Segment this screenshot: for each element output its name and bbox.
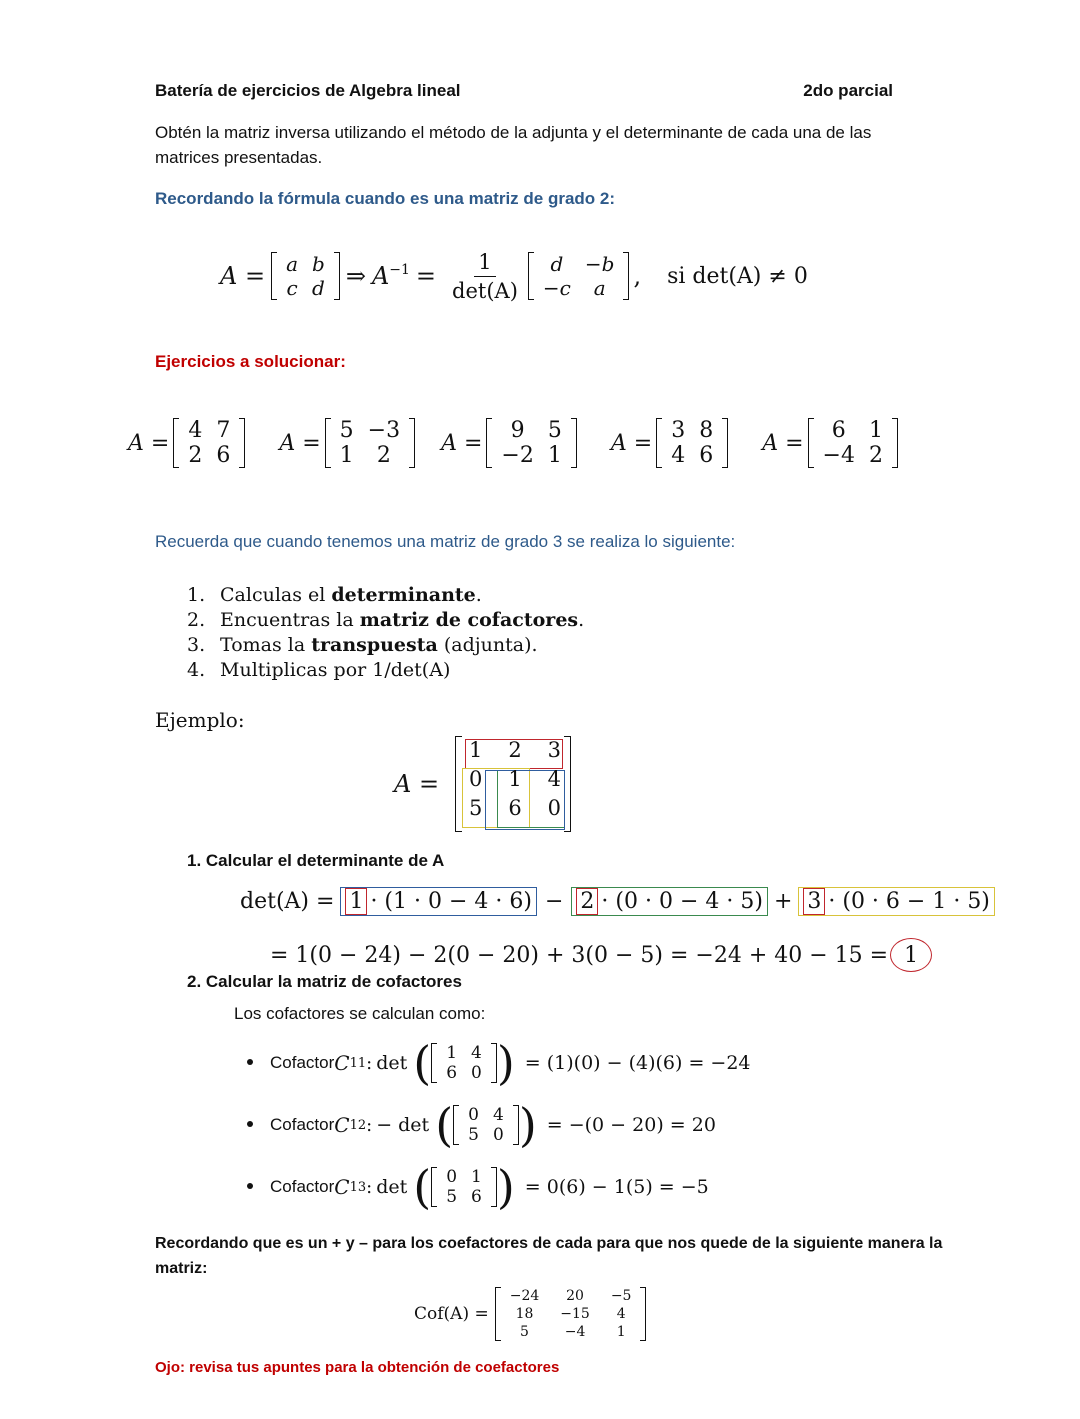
step2-heading: 2. Calcular la matriz de cofactores [187,972,462,991]
matrix-cell: 4 [547,767,561,791]
determinant-expansion [240,884,995,918]
bullet-icon [247,1121,253,1127]
sign-note: Recordando que es un + y – para los coefactores de cada para que nos quede de la siguiente manera la matriz: [155,1235,943,1277]
step-item: 4. Multiplicas por 1/det(A) [187,659,451,681]
fraction-numerator: 1 [474,250,495,277]
step-item: 1. Calculas el determinante. [187,584,482,606]
exercise-label: A = [279,430,321,456]
term1-minor: · (1 · 0 − 4 · 6) [370,888,532,914]
matrix-cell: 4 [671,443,686,468]
matrix-cell: 0 [471,1063,482,1083]
matrix-cell: 6 [699,443,714,468]
matrix-cell: 2 [508,738,522,762]
formula-matrix-adj [528,252,630,300]
exercise-matrix-4 [611,418,728,468]
term2-box [571,887,768,916]
matrix-cell: 6 [446,1063,458,1083]
exercise-matrix-2 [279,418,415,468]
step-item: 2. Encuentras la matriz de cofactores. [187,609,585,631]
matrix-cell: 9 [510,418,525,443]
matrix-cell: −24 [509,1288,540,1304]
matrix-cell: −4 [822,443,855,468]
matrix-cell: 6 [831,418,846,443]
formula-lhs: A = [220,262,266,290]
example-lhs: A = [394,770,440,798]
fraction-denominator: det(A) [452,278,518,303]
matrix-cell: −5 [610,1288,632,1304]
determinant-result [270,938,932,972]
matrix-cell: 2 [188,443,203,468]
matrix-cell: 6 [216,443,231,468]
matrix-cell: 4 [492,1105,504,1125]
det-simplification: = 1(0 − 24) − 2(0 − 20) + 3(0 − 5) = −24 + 40 − 15 = [270,942,889,968]
matrix-cell: 1 [616,1324,626,1340]
matrix-cell: 1 [868,418,883,443]
exercise-label: A = [128,430,170,456]
term1-coef: 1 [345,888,367,915]
matrix-cell: −15 [560,1306,590,1322]
exercise-matrix-1 [128,418,245,468]
matrix-cell: 1 [339,443,354,468]
cofactor-c12: Cofactor C 12 : − det ( 0 4 5 0 ) = −(0 − 20) = 20 [270,1098,716,1152]
cofactor-c13: Cofactor C 13 : det ( 0 1 5 6 ) = 0(6) − 1(5) = −5 [270,1160,709,1214]
implies-arrow: ⇒ [345,262,366,290]
equals-sign: = [415,262,437,290]
det-result-circle: 1 [890,938,932,972]
term3-coef: 3 [803,888,825,915]
cofactor-c11: Cofactor C 11 : det ( 1 4 6 0 ) = (1)(0) − (4)(6) = −24 [270,1036,751,1090]
term1-box [340,887,537,916]
matrix-cell: 18 [515,1306,534,1322]
matrix-cell: a [286,252,299,276]
matrix-cell: 5 [520,1324,529,1340]
matrix-cell: a [593,276,606,300]
document-title: Batería de ejercicios de Algebra lineal [155,81,461,100]
matrix-cell: 5 [469,796,483,820]
term3-minor: · (0 · 6 − 1 · 5) [828,888,990,914]
inverse-exponent: −1 [389,262,410,278]
bullet-icon [247,1059,253,1065]
matrix-cell: 6 [471,1187,482,1207]
matrix-cell: 5 [446,1187,458,1207]
matrix-cell: 4 [188,418,203,443]
footer-note: Ojo: revisa tus apuntes para la obtención de coefactores [155,1359,560,1376]
matrix-cell: 1 [469,738,483,762]
matrix-cell: 5 [339,418,354,443]
step-item: 3. Tomas la transpuesta (adjunta). [187,634,538,656]
matrix-cell: −c [542,276,571,300]
formula-condition: si det(A) ≠ 0 [667,263,808,289]
matrix-cell: −3 [367,418,401,443]
matrix-cell: 1 [471,1167,482,1187]
term2-minor: · (0 · 0 − 4 · 5) [601,888,763,914]
matrix-cell: −4 [564,1324,586,1340]
inverse-formula [220,238,808,314]
intro-paragraph: Obtén la matriz inversa utilizando el método de la adjunta y el determinante de cada una de las matrices presentadas. [155,123,872,167]
formula-comma: , [633,262,642,290]
example-label: Ejemplo: [155,708,245,732]
det-lhs: det(A) = [240,888,335,914]
matrix-cell: 6 [508,796,522,820]
matrix-cell: 5 [468,1125,479,1145]
step1-heading: 1. Calcular el determinante de A [187,851,445,870]
matrix-cell: c [286,276,298,300]
matrix-cell: 5 [547,418,562,443]
minus-sign: − [544,888,564,914]
cofactor-matrix-label: Cof(A) = [414,1304,489,1324]
matrix-cell: 0 [446,1167,458,1187]
exercise-label: A = [441,430,483,456]
matrix-cell: 0 [469,767,483,791]
document-subtitle: 2do parcial [803,81,893,100]
cofactor-matrix [414,1284,646,1344]
matrix-cell: 20 [566,1288,584,1304]
exercise-label: A = [610,430,653,456]
cofactor-result: = 0(6) − 1(5) = −5 [524,1176,709,1198]
example-matrix [455,736,571,832]
exercise-matrices [128,408,898,478]
matrix-cell: b [312,252,325,276]
formula-inverse: A [371,262,390,290]
matrix-cell: −2 [501,443,534,468]
exercise-matrix-3 [441,418,577,468]
matrix-cell: 0 [547,796,561,820]
matrix-cell: −b [584,252,615,276]
formula-matrix-ab [271,252,340,300]
term3-box [798,887,995,916]
matrix-cell: 1 [508,767,522,791]
grade3-heading: Recuerda que cuando tenemos una matriz de grado 3 se realiza lo siguiente: [155,532,736,551]
exercises-heading: Ejercicios a solucionar: [155,352,346,371]
matrix-cell: 2 [868,443,883,468]
matrix-cell: 0 [492,1125,504,1145]
formula-heading: Recordando la fórmula cuando es una matriz de grado 2: [155,189,616,208]
matrix-cell: 3 [671,418,686,443]
cofactor-intro: Los cofactores se calculan como: [234,1004,486,1023]
bullet-icon [247,1183,253,1189]
term2-coef: 2 [576,888,598,915]
cofactor-result: = (1)(0) − (4)(6) = −24 [524,1052,751,1074]
exercise-matrix-5 [762,418,898,468]
matrix-cell: 4 [471,1043,482,1063]
cofactor-result: = −(0 − 20) = 20 [546,1114,716,1136]
matrix-cell: 0 [468,1105,479,1125]
matrix-cell: 4 [616,1306,626,1322]
matrix-cell: d [550,252,564,276]
matrix-cell: 1 [547,443,562,468]
matrix-cell: d [312,276,325,300]
matrix-cell: 8 [699,418,714,443]
exercise-label: A = [762,430,804,456]
matrix-cell: 3 [547,738,561,762]
steps-list [187,583,584,683]
plus-sign: + [773,888,793,914]
matrix-cell: 1 [446,1043,458,1063]
matrix-cell: 7 [216,418,231,443]
fraction [448,250,522,303]
matrix-cell: 2 [376,443,391,468]
